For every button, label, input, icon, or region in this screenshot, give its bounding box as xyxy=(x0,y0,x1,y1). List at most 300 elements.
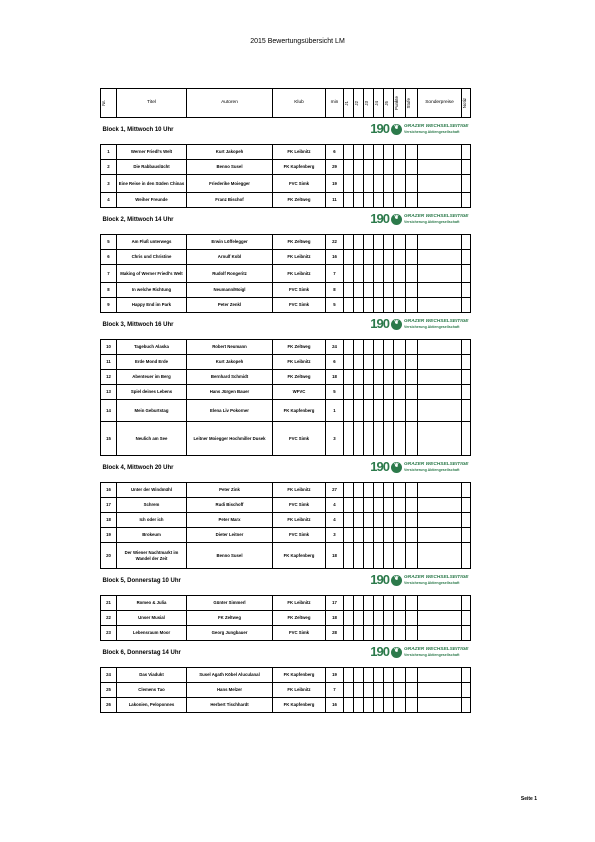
score-cell-special[interactable] xyxy=(418,145,462,160)
score-cell-notes[interactable] xyxy=(462,596,471,611)
entry-row xyxy=(101,385,471,400)
score-cell-j5[interactable] xyxy=(384,298,394,313)
score-cell-j5[interactable] xyxy=(384,668,394,683)
score-cell-points[interactable] xyxy=(394,145,406,160)
entry-club: FVC Simk xyxy=(273,626,326,641)
score-cell-j3[interactable] xyxy=(364,193,374,208)
score-cell-j4[interactable] xyxy=(374,683,384,698)
score-cell-notes[interactable] xyxy=(462,250,471,265)
score-cell-j5[interactable] xyxy=(384,513,394,528)
score-cell-j4[interactable] xyxy=(374,340,384,355)
score-cell-j1[interactable] xyxy=(344,596,354,611)
logo-name: GRAZER WECHSELSEITIGE xyxy=(404,461,469,467)
score-cell-j1[interactable] xyxy=(344,370,354,385)
score-cell-j2[interactable] xyxy=(354,370,364,385)
score-cell-j4[interactable] xyxy=(374,193,384,208)
entry-author: Franz Bischof xyxy=(187,193,273,208)
score-cell-j3[interactable] xyxy=(364,528,374,543)
score-cell-rank[interactable] xyxy=(406,698,418,713)
logo-tagline: Versicherung Aktiengesellschaft xyxy=(404,324,460,329)
score-cell-j1[interactable] xyxy=(344,698,354,713)
score-cell-j2[interactable] xyxy=(354,340,364,355)
entry-minutes: 7 xyxy=(326,265,344,283)
score-cell-j2[interactable] xyxy=(354,175,364,193)
score-cell-j3[interactable] xyxy=(364,145,374,160)
score-cell-j3[interactable] xyxy=(364,250,374,265)
entry-title: Clemens Tao xyxy=(117,683,187,698)
block-label: Block 1, Mittwoch 10 Uhr xyxy=(102,127,174,134)
score-cell-points[interactable] xyxy=(394,596,406,611)
entry-row xyxy=(101,400,471,422)
entry-author: Peter Zink xyxy=(187,483,273,498)
entry-author: Kurt Jakopeh xyxy=(187,355,273,370)
score-cell-j5[interactable] xyxy=(384,250,394,265)
score-cell-notes[interactable] xyxy=(462,683,471,698)
score-cell-j5[interactable] xyxy=(384,528,394,543)
score-cell-j4[interactable] xyxy=(374,355,384,370)
score-cell-j3[interactable] xyxy=(364,160,374,175)
score-cell-special[interactable] xyxy=(418,175,462,193)
score-cell-j2[interactable] xyxy=(354,683,364,698)
score-cell-special[interactable] xyxy=(418,543,462,569)
logo-name: GRAZER WECHSELSEITIGE xyxy=(404,213,469,219)
sponsor-logo xyxy=(370,316,468,332)
entry-title: Eine Reise in den Süden Chinas xyxy=(117,175,187,193)
score-cell-j1[interactable] xyxy=(344,626,354,641)
score-cell-j2[interactable] xyxy=(354,283,364,298)
score-cell-j4[interactable] xyxy=(374,422,384,456)
score-cell-notes[interactable] xyxy=(462,340,471,355)
entry-author: Benno Susel xyxy=(187,543,273,569)
entry-number: 26 xyxy=(101,698,117,713)
score-cell-j2[interactable] xyxy=(354,145,364,160)
score-cell-j5[interactable] xyxy=(384,193,394,208)
score-cell-special[interactable] xyxy=(418,283,462,298)
score-cell-j2[interactable] xyxy=(354,543,364,569)
score-cell-rank[interactable] xyxy=(406,235,418,250)
score-cell-j1[interactable] xyxy=(344,400,354,422)
score-cell-j3[interactable] xyxy=(364,513,374,528)
score-cell-notes[interactable] xyxy=(462,283,471,298)
score-cell-j1[interactable] xyxy=(344,160,354,175)
score-cell-j2[interactable] xyxy=(354,596,364,611)
entry-author: Bernhard Schmidt xyxy=(187,370,273,385)
entry-club: FK Zeltweg xyxy=(273,340,326,355)
score-cell-points[interactable] xyxy=(394,235,406,250)
page-title: 2015 Bewertungsübersicht LM xyxy=(250,38,345,45)
score-cell-j2[interactable] xyxy=(354,528,364,543)
score-cell-j2[interactable] xyxy=(354,160,364,175)
score-cell-j4[interactable] xyxy=(374,543,384,569)
score-cell-j5[interactable] xyxy=(384,370,394,385)
score-cell-notes[interactable] xyxy=(462,422,471,456)
col-club: Klub xyxy=(273,89,326,118)
score-cell-j3[interactable] xyxy=(364,596,374,611)
entry-row xyxy=(101,626,471,641)
score-cell-rank[interactable] xyxy=(406,193,418,208)
score-cell-j4[interactable] xyxy=(374,298,384,313)
score-cell-j3[interactable] xyxy=(364,422,374,456)
score-cell-rank[interactable] xyxy=(406,611,418,626)
entry-minutes: 27 xyxy=(326,483,344,498)
score-cell-j4[interactable] xyxy=(374,400,384,422)
score-cell-rank[interactable] xyxy=(406,626,418,641)
score-cell-j4[interactable] xyxy=(374,145,384,160)
score-cell-points[interactable] xyxy=(394,385,406,400)
score-cell-special[interactable] xyxy=(418,422,462,456)
score-cell-rank[interactable] xyxy=(406,145,418,160)
score-cell-j5[interactable] xyxy=(384,145,394,160)
score-cell-j1[interactable] xyxy=(344,298,354,313)
score-cell-special[interactable] xyxy=(418,528,462,543)
score-cell-notes[interactable] xyxy=(462,626,471,641)
score-cell-j4[interactable] xyxy=(374,283,384,298)
score-cell-points[interactable] xyxy=(394,611,406,626)
score-cell-notes[interactable] xyxy=(462,355,471,370)
score-cell-special[interactable] xyxy=(418,683,462,698)
score-cell-j4[interactable] xyxy=(374,160,384,175)
score-cell-j2[interactable] xyxy=(354,400,364,422)
score-cell-j4[interactable] xyxy=(374,265,384,283)
entry-minutes: 22 xyxy=(326,235,344,250)
score-cell-j3[interactable] xyxy=(364,498,374,513)
score-cell-notes[interactable] xyxy=(462,370,471,385)
score-cell-notes[interactable] xyxy=(462,193,471,208)
score-cell-j3[interactable] xyxy=(364,175,374,193)
entry-minutes: 11 xyxy=(326,193,344,208)
score-cell-points[interactable] xyxy=(394,498,406,513)
score-cell-j1[interactable] xyxy=(344,528,354,543)
score-cell-j4[interactable] xyxy=(374,483,384,498)
score-cell-notes[interactable] xyxy=(462,298,471,313)
logo-number: 190 xyxy=(370,572,389,587)
score-cell-j4[interactable] xyxy=(374,175,384,193)
score-cell-j5[interactable] xyxy=(384,160,394,175)
score-cell-points[interactable] xyxy=(394,513,406,528)
score-cell-points[interactable] xyxy=(394,298,406,313)
logo-tagline: Versicherung Aktiengesellschaft xyxy=(404,467,460,472)
entry-row xyxy=(101,683,471,698)
score-cell-j3[interactable] xyxy=(364,683,374,698)
score-cell-rank[interactable] xyxy=(406,498,418,513)
entry-title: Tagebuch Alaska xyxy=(117,340,187,355)
logo-number: 190 xyxy=(370,211,389,226)
score-cell-notes[interactable] xyxy=(462,483,471,498)
score-cell-special[interactable] xyxy=(418,265,462,283)
score-cell-points[interactable] xyxy=(394,193,406,208)
score-cell-points[interactable] xyxy=(394,283,406,298)
score-cell-rank[interactable] xyxy=(406,385,418,400)
sponsor-logo xyxy=(370,121,468,137)
score-cell-j3[interactable] xyxy=(364,298,374,313)
score-cell-j4[interactable] xyxy=(374,626,384,641)
score-cell-notes[interactable] xyxy=(462,385,471,400)
score-cell-rank[interactable] xyxy=(406,596,418,611)
score-cell-j3[interactable] xyxy=(364,698,374,713)
score-cell-j3[interactable] xyxy=(364,355,374,370)
score-cell-rank[interactable] xyxy=(406,668,418,683)
entry-row xyxy=(101,265,471,283)
score-cell-points[interactable] xyxy=(394,528,406,543)
logo-number: 190 xyxy=(370,459,389,474)
score-cell-j3[interactable] xyxy=(364,483,374,498)
entry-club: FK Kapfenberg xyxy=(273,160,326,175)
score-cell-j5[interactable] xyxy=(384,400,394,422)
score-cell-rank[interactable] xyxy=(406,283,418,298)
score-cell-rank[interactable] xyxy=(406,400,418,422)
score-cell-j4[interactable] xyxy=(374,668,384,683)
score-cell-notes[interactable] xyxy=(462,145,471,160)
score-cell-special[interactable] xyxy=(418,370,462,385)
score-cell-j1[interactable] xyxy=(344,498,354,513)
score-cell-rank[interactable] xyxy=(406,370,418,385)
score-cell-notes[interactable] xyxy=(462,513,471,528)
score-cell-j5[interactable] xyxy=(384,611,394,626)
score-cell-j4[interactable] xyxy=(374,596,384,611)
score-cell-special[interactable] xyxy=(418,355,462,370)
score-cell-rank[interactable] xyxy=(406,250,418,265)
entry-club: FK Kapfenberg xyxy=(273,698,326,713)
score-cell-rank[interactable] xyxy=(406,543,418,569)
score-cell-j1[interactable] xyxy=(344,513,354,528)
score-cell-special[interactable] xyxy=(418,513,462,528)
score-cell-j5[interactable] xyxy=(384,385,394,400)
entry-club: FK Leibnitz xyxy=(273,513,326,528)
score-cell-j3[interactable] xyxy=(364,611,374,626)
score-cell-special[interactable] xyxy=(418,385,462,400)
score-cell-j5[interactable] xyxy=(384,175,394,193)
score-cell-points[interactable] xyxy=(394,340,406,355)
score-cell-j1[interactable] xyxy=(344,683,354,698)
score-cell-j4[interactable] xyxy=(374,528,384,543)
score-cell-points[interactable] xyxy=(394,698,406,713)
score-cell-j1[interactable] xyxy=(344,265,354,283)
entry-row xyxy=(101,193,471,208)
score-cell-j1[interactable] xyxy=(344,193,354,208)
score-cell-rank[interactable] xyxy=(406,422,418,456)
block-label: Block 3, Mittwoch 16 Uhr xyxy=(102,322,174,329)
score-cell-j4[interactable] xyxy=(374,235,384,250)
score-cell-j3[interactable] xyxy=(364,283,374,298)
score-cell-notes[interactable] xyxy=(462,175,471,193)
score-cell-special[interactable] xyxy=(418,400,462,422)
score-cell-j5[interactable] xyxy=(384,235,394,250)
score-cell-notes[interactable] xyxy=(462,611,471,626)
entry-row xyxy=(101,370,471,385)
score-cell-points[interactable] xyxy=(394,355,406,370)
score-cell-j5[interactable] xyxy=(384,498,394,513)
score-cell-j1[interactable] xyxy=(344,283,354,298)
entry-row xyxy=(101,698,471,713)
score-cell-points[interactable] xyxy=(394,160,406,175)
score-cell-j5[interactable] xyxy=(384,683,394,698)
score-cell-j3[interactable] xyxy=(364,543,374,569)
score-cell-j4[interactable] xyxy=(374,385,384,400)
score-cell-j2[interactable] xyxy=(354,668,364,683)
score-cell-points[interactable] xyxy=(394,483,406,498)
score-cell-special[interactable] xyxy=(418,668,462,683)
score-cell-rank[interactable] xyxy=(406,265,418,283)
score-cell-j1[interactable] xyxy=(344,543,354,569)
score-cell-special[interactable] xyxy=(418,160,462,175)
score-cell-j2[interactable] xyxy=(354,422,364,456)
score-cell-notes[interactable] xyxy=(462,400,471,422)
entry-number: 19 xyxy=(101,528,117,543)
score-cell-points[interactable] xyxy=(394,400,406,422)
score-cell-j4[interactable] xyxy=(374,370,384,385)
score-cell-notes[interactable] xyxy=(462,668,471,683)
score-cell-rank[interactable] xyxy=(406,528,418,543)
score-cell-points[interactable] xyxy=(394,250,406,265)
score-cell-j5[interactable] xyxy=(384,265,394,283)
score-cell-j5[interactable] xyxy=(384,626,394,641)
entry-title: Chris und Christine xyxy=(117,250,187,265)
col-title: Titel xyxy=(117,89,187,118)
score-cell-j1[interactable] xyxy=(344,250,354,265)
score-cell-special[interactable] xyxy=(418,298,462,313)
score-cell-j1[interactable] xyxy=(344,175,354,193)
score-cell-special[interactable] xyxy=(418,596,462,611)
score-cell-j3[interactable] xyxy=(364,400,374,422)
score-cell-special[interactable] xyxy=(418,483,462,498)
entry-club: FVC Simk xyxy=(273,283,326,298)
rating-table xyxy=(100,88,471,713)
score-cell-j3[interactable] xyxy=(364,626,374,641)
entry-number: 18 xyxy=(101,513,117,528)
score-cell-points[interactable] xyxy=(394,370,406,385)
entry-minutes: 17 xyxy=(326,596,344,611)
logo-seal-icon: ❦ xyxy=(391,319,402,330)
score-cell-points[interactable] xyxy=(394,668,406,683)
score-cell-j2[interactable] xyxy=(354,483,364,498)
score-cell-j2[interactable] xyxy=(354,626,364,641)
score-cell-notes[interactable] xyxy=(462,265,471,283)
score-cell-j2[interactable] xyxy=(354,250,364,265)
header-row xyxy=(101,89,471,118)
score-cell-j1[interactable] xyxy=(344,355,354,370)
entry-number: 10 xyxy=(101,340,117,355)
score-cell-points[interactable] xyxy=(394,683,406,698)
score-cell-rank[interactable] xyxy=(406,175,418,193)
score-cell-rank[interactable] xyxy=(406,160,418,175)
score-cell-j2[interactable] xyxy=(354,298,364,313)
score-cell-j3[interactable] xyxy=(364,235,374,250)
score-cell-j1[interactable] xyxy=(344,340,354,355)
score-cell-j2[interactable] xyxy=(354,698,364,713)
score-cell-j4[interactable] xyxy=(374,513,384,528)
score-cell-j2[interactable] xyxy=(354,385,364,400)
score-cell-j4[interactable] xyxy=(374,698,384,713)
score-cell-notes[interactable] xyxy=(462,160,471,175)
col-notes: Notiz xyxy=(462,89,471,118)
score-cell-j2[interactable] xyxy=(354,265,364,283)
score-cell-j3[interactable] xyxy=(364,265,374,283)
score-cell-special[interactable] xyxy=(418,626,462,641)
score-cell-j5[interactable] xyxy=(384,596,394,611)
block-title xyxy=(101,456,471,483)
score-cell-special[interactable] xyxy=(418,340,462,355)
score-cell-j3[interactable] xyxy=(364,370,374,385)
score-cell-points[interactable] xyxy=(394,265,406,283)
score-cell-j1[interactable] xyxy=(344,483,354,498)
entry-title: Mein Geburtstag xyxy=(117,400,187,422)
score-cell-rank[interactable] xyxy=(406,340,418,355)
score-cell-rank[interactable] xyxy=(406,683,418,698)
entry-club: FK Leibnitz xyxy=(273,250,326,265)
score-cell-notes[interactable] xyxy=(462,235,471,250)
entry-club: FK Kapfenberg xyxy=(273,668,326,683)
col-j1: J1 xyxy=(344,89,354,118)
score-cell-special[interactable] xyxy=(418,698,462,713)
score-cell-j1[interactable] xyxy=(344,422,354,456)
score-cell-notes[interactable] xyxy=(462,498,471,513)
score-cell-j1[interactable] xyxy=(344,145,354,160)
score-cell-j2[interactable] xyxy=(354,513,364,528)
score-cell-j4[interactable] xyxy=(374,498,384,513)
score-cell-j3[interactable] xyxy=(364,340,374,355)
score-cell-special[interactable] xyxy=(418,498,462,513)
score-cell-special[interactable] xyxy=(418,193,462,208)
score-cell-j4[interactable] xyxy=(374,611,384,626)
score-cell-j5[interactable] xyxy=(384,543,394,569)
score-cell-j5[interactable] xyxy=(384,698,394,713)
score-cell-rank[interactable] xyxy=(406,355,418,370)
score-cell-j4[interactable] xyxy=(374,250,384,265)
entry-number: 25 xyxy=(101,683,117,698)
score-cell-rank[interactable] xyxy=(406,298,418,313)
score-cell-points[interactable] xyxy=(394,543,406,569)
score-cell-j1[interactable] xyxy=(344,668,354,683)
score-cell-j3[interactable] xyxy=(364,385,374,400)
score-cell-special[interactable] xyxy=(418,250,462,265)
score-cell-j2[interactable] xyxy=(354,235,364,250)
score-cell-points[interactable] xyxy=(394,422,406,456)
score-cell-rank[interactable] xyxy=(406,483,418,498)
entry-title: Abenteuer im Berg xyxy=(117,370,187,385)
block-title xyxy=(101,569,471,596)
score-cell-rank[interactable] xyxy=(406,513,418,528)
score-cell-points[interactable] xyxy=(394,175,406,193)
score-cell-j2[interactable] xyxy=(354,193,364,208)
score-cell-j1[interactable] xyxy=(344,385,354,400)
entry-title: Das Viadukt xyxy=(117,668,187,683)
score-cell-j2[interactable] xyxy=(354,355,364,370)
score-cell-j2[interactable] xyxy=(354,611,364,626)
score-cell-notes[interactable] xyxy=(462,543,471,569)
score-cell-special[interactable] xyxy=(418,235,462,250)
score-cell-special[interactable] xyxy=(418,611,462,626)
score-cell-j2[interactable] xyxy=(354,498,364,513)
logo-number: 190 xyxy=(370,316,389,331)
score-cell-points[interactable] xyxy=(394,626,406,641)
score-cell-j5[interactable] xyxy=(384,340,394,355)
score-cell-j3[interactable] xyxy=(364,668,374,683)
entry-title: Spiel deines Lebens xyxy=(117,385,187,400)
score-cell-notes[interactable] xyxy=(462,698,471,713)
score-cell-j5[interactable] xyxy=(384,483,394,498)
score-cell-j1[interactable] xyxy=(344,611,354,626)
entry-minutes: 3 xyxy=(326,422,344,456)
entry-row xyxy=(101,668,471,683)
score-cell-j5[interactable] xyxy=(384,283,394,298)
score-cell-notes[interactable] xyxy=(462,528,471,543)
score-cell-j5[interactable] xyxy=(384,422,394,456)
col-j4: J4 xyxy=(374,89,384,118)
entry-title: Erde Mond Erde xyxy=(117,355,187,370)
logo-seal-icon: ❦ xyxy=(391,124,402,135)
score-cell-j5[interactable] xyxy=(384,355,394,370)
score-cell-j1[interactable] xyxy=(344,235,354,250)
